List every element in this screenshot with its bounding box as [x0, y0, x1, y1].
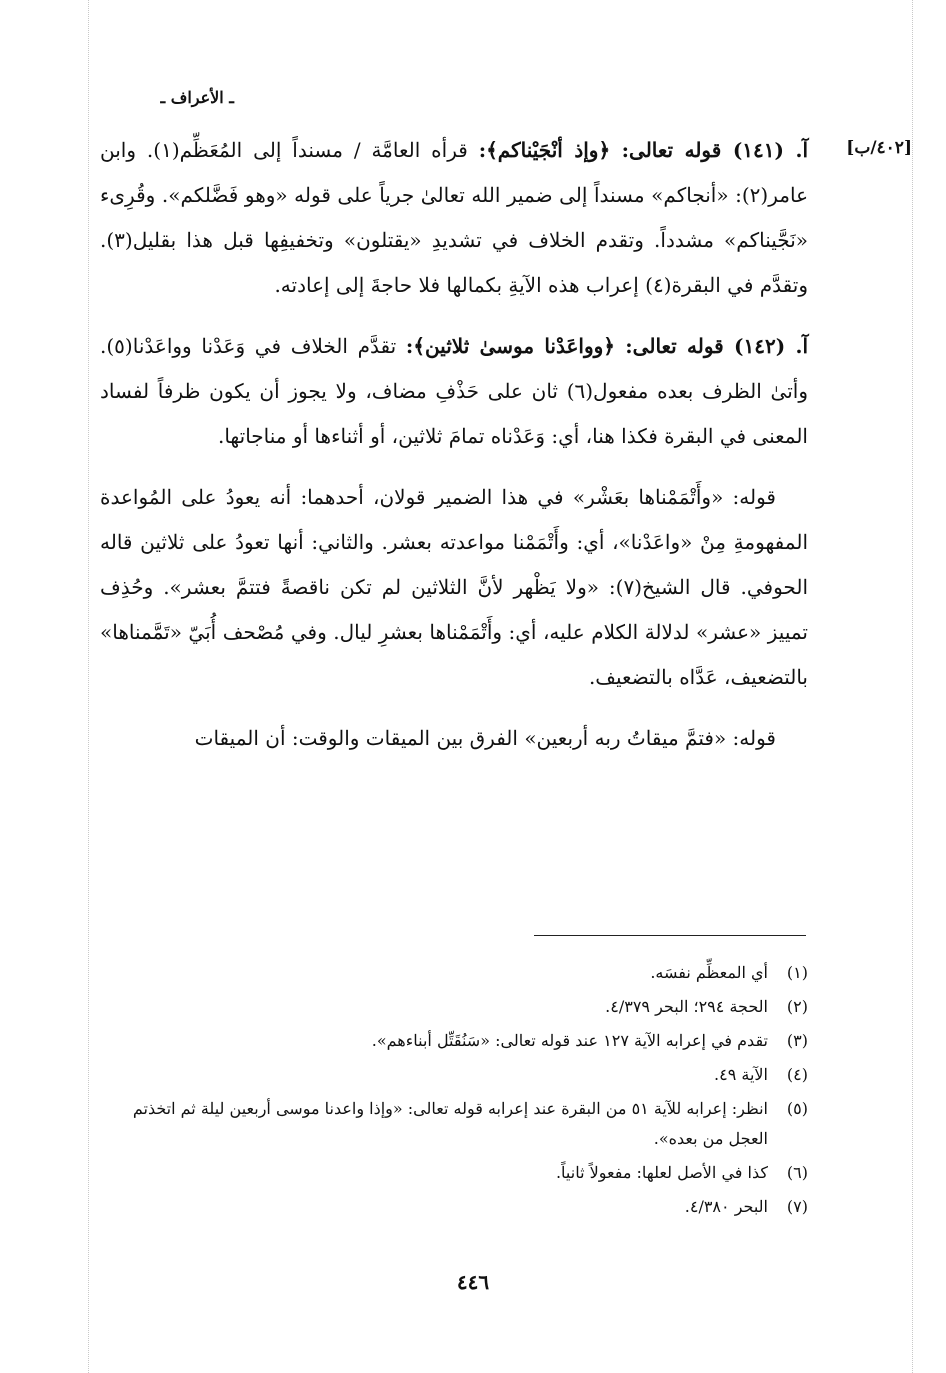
footnote [100, 1060, 808, 1090]
paragraph-commentary [100, 475, 808, 700]
running-title: ـ الأعراف ـ [160, 88, 234, 107]
footnote [100, 958, 808, 988]
main-text [100, 128, 808, 777]
paragraph-body: قوله: «وأَتْمَمْناها بعَشْر» في هذا الضمير قولان، أحدهما: أنه يعودُ على المُواعدة المفهومةِ مِنْ «واعَدْنا»، أي: وأَتْمَمْنا مواعدته بعشر. والثاني: أنها تعودُ على ثلاثين قاله الحوفي. قال الشيخ(٧): «ولا يَظْهر لأنَّ الثلاثين لم تكن ناقصةً فتتمَّ بعشر». وحُذِف تمييز «عشر» لدلالة الكلام عليه، أي: وأَتْمَمْناها بعشرِ ليال. وفي مُصْحف أُبَيّ «تَمَّمناها» بالتضعيف، عَدَّاه بالتضعيف. [100, 485, 808, 689]
page-number: ٤٤٦ [456, 1270, 490, 1294]
paragraph-verse-141 [100, 128, 808, 308]
footnote-text: كذا في الأصل لعلها: مفعولاً ثانياً. [555, 1163, 768, 1182]
margin-guide-left [88, 0, 89, 1373]
footnote-number: (٦) [786, 1163, 808, 1182]
footnote-text: أي المعظِّم نفسَه. [650, 963, 768, 982]
footnote-number: (٥) [786, 1099, 808, 1118]
paragraph-body: قرأه العامَّة / مسنداً إلى المُعَظِّم(١). وابن عامر(٢): «أنجاكم» مسنداً إلى ضمير الله تعالىٰ جرياً على قوله «وهو فَضَّلكم». وقُرِىء «نَجَّيناكم» مشدداً. وتقدم الخلاف في تشديدِ «يقتلون» وتخفيفِها قبل هذا بقليل(٣). وتقدَّم في البقرة(٤) إعراب هذه الآيةِ بكمالها فلا حاجةَ إلى إعادته. [100, 138, 808, 297]
paragraph-body: قوله: «فتمَّ ميقاتُ ربه أربعين» الفرق بين الميقات والوقت: أن الميقات [194, 726, 776, 750]
footnote-text: البحر ٤/٣٨٠. [684, 1197, 768, 1216]
footnote [100, 992, 808, 1022]
footnotes [100, 958, 808, 1226]
footnote-text: الحجة ٢٩٤؛ البحر ٤/٣٧٩. [605, 997, 768, 1016]
footnote-number: (٢) [786, 997, 808, 1016]
footnote-separator [534, 935, 806, 936]
verse-heading: آ. (١٤٢) قوله تعالى: ﴿وواعَدْنا موسىٰ ثلاثين﴾: [405, 334, 809, 358]
footnote-text: انظر: إعرابه للآية ٥١ من البقرة عند إعرابه قوله تعالى: «وإذا واعدنا موسى أربعين ليلة ثم اتخذتم العجل من بعده». [132, 1099, 768, 1148]
footnote-text: تقدم في إعرابه الآية ١٢٧ عند قوله تعالى: «سَنُقَتِّل أبناءهم». [371, 1031, 768, 1050]
footnote [100, 1026, 808, 1056]
verse-heading: آ. (١٤١) قوله تعالى: ﴿وإذ أنْجَيْناكم﴾: [478, 138, 809, 162]
footnote [100, 1192, 808, 1222]
footnote-number: (١) [786, 963, 808, 982]
paragraph-verse-142 [100, 324, 808, 459]
footnote-number: (٤) [786, 1065, 808, 1084]
footnote [100, 1158, 808, 1188]
paragraph-body: تقدَّم الخلاف في وَعَدْنا وواعَدْنا(٥). وأتىٰ الظرف بعده مفعول(٦) ثان على حَذْفِ مضاف، ولا يجوز أن يكون ظرفاً لفساد المعنى في البقرة فكذا هنا، أي: وَعَدْناه تمامَ ثلاثين، أو أثناءها أو مناجاتها. [100, 334, 808, 448]
margin-guide-right [912, 0, 913, 1373]
footnote [100, 1094, 808, 1154]
folio-mark: [٤٠٢/ب] [846, 138, 912, 158]
footnote-number: (٧) [786, 1197, 808, 1216]
footnote-number: (٣) [786, 1031, 808, 1050]
paragraph-commentary [100, 716, 808, 761]
footnote-text: الآية ٤٩. [714, 1065, 768, 1084]
